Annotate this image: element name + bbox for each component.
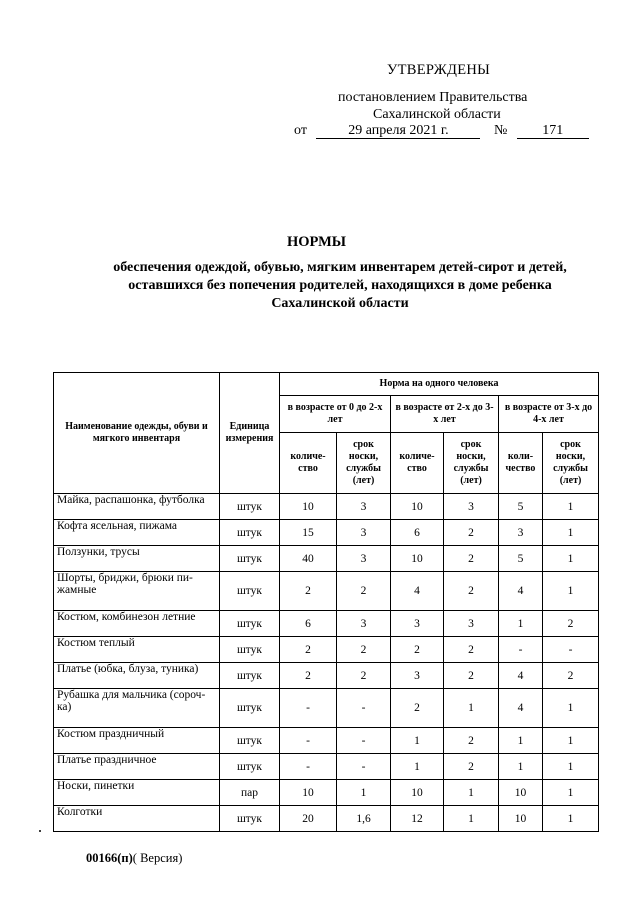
item-quantity: 2	[280, 637, 337, 663]
table-row	[54, 806, 599, 832]
header-term: срок носки, службы (лет)	[444, 433, 499, 494]
item-unit: штук	[220, 572, 280, 611]
item-unit: штук	[220, 728, 280, 754]
item-term: 1	[444, 689, 499, 728]
item-term: 3	[337, 611, 391, 637]
header-age-group: в возрасте от 0 до 2-х лет	[280, 396, 391, 433]
item-term: 2	[337, 663, 391, 689]
header-age-group: в возрасте от 2-х до 3-х лет	[391, 396, 499, 433]
table-row	[54, 754, 599, 780]
item-term: 2	[444, 520, 499, 546]
item-term: -	[337, 728, 391, 754]
item-quantity: 5	[499, 546, 543, 572]
item-term: 1	[543, 572, 599, 611]
item-quantity: 10	[391, 494, 444, 520]
item-quantity: 10	[280, 780, 337, 806]
table-row	[54, 520, 599, 546]
item-term: -	[543, 637, 599, 663]
item-term: 3	[444, 494, 499, 520]
item-quantity: 3	[499, 520, 543, 546]
item-quantity: -	[280, 728, 337, 754]
item-quantity: 3	[391, 663, 444, 689]
footer-code-id: 00166(п)	[86, 851, 133, 865]
item-quantity: 6	[391, 520, 444, 546]
header-quantity: количе-ство	[280, 433, 337, 494]
item-term: -	[337, 689, 391, 728]
item-unit: пар	[220, 780, 280, 806]
item-term: 1	[543, 546, 599, 572]
item-term: 1	[337, 780, 391, 806]
item-term: -	[337, 754, 391, 780]
header-term: срок носки, службы (лет)	[337, 433, 391, 494]
item-term: 2	[543, 611, 599, 637]
item-term: 2	[444, 663, 499, 689]
item-quantity: 1	[391, 754, 444, 780]
item-name: Майка, распашонка, футболка	[54, 494, 220, 520]
item-quantity: 1	[499, 611, 543, 637]
header-quantity: коли-чество	[499, 433, 543, 494]
table-row	[54, 494, 599, 520]
item-unit: штук	[220, 663, 280, 689]
item-quantity: 3	[391, 611, 444, 637]
item-name: Колготки	[54, 806, 220, 832]
item-term: 1	[444, 780, 499, 806]
item-unit: штук	[220, 637, 280, 663]
norms-table-body	[54, 494, 599, 832]
item-unit: штук	[220, 494, 280, 520]
resolution-line-1: постановлением Правительства	[338, 90, 528, 105]
item-term: 3	[444, 611, 499, 637]
table-row	[54, 546, 599, 572]
item-quantity: -	[499, 637, 543, 663]
item-quantity: 4	[499, 689, 543, 728]
number-sign: №	[493, 123, 508, 138]
item-term: 3	[337, 520, 391, 546]
margin-dot	[39, 830, 41, 832]
item-term: 2	[543, 663, 599, 689]
header-norm: Норма на одного человека	[280, 373, 599, 396]
item-quantity: 4	[499, 663, 543, 689]
table-row	[54, 689, 599, 728]
item-term: 2	[444, 572, 499, 611]
item-quantity: 1	[499, 728, 543, 754]
item-term: 1	[543, 728, 599, 754]
item-term: 3	[337, 494, 391, 520]
item-quantity: 10	[499, 780, 543, 806]
header-unit: Единица измерения	[220, 373, 280, 494]
item-name: Носки, пинетки	[54, 780, 220, 806]
item-quantity: 2	[391, 637, 444, 663]
table-row	[54, 572, 599, 611]
norms-table	[53, 372, 599, 832]
resolution-date: 29 апреля 2021 г.	[316, 123, 480, 139]
item-term: 2	[337, 572, 391, 611]
item-quantity: 4	[391, 572, 444, 611]
item-term: 3	[337, 546, 391, 572]
header-quantity: количе-ство	[391, 433, 444, 494]
item-term: 1	[543, 780, 599, 806]
item-quantity: 10	[280, 494, 337, 520]
from-label: от	[294, 123, 307, 138]
table-row	[54, 663, 599, 689]
item-quantity: 40	[280, 546, 337, 572]
item-quantity: 10	[499, 806, 543, 832]
item-quantity: 12	[391, 806, 444, 832]
item-quantity: 10	[391, 546, 444, 572]
item-unit: штук	[220, 546, 280, 572]
item-term: 1	[543, 520, 599, 546]
item-quantity: 5	[499, 494, 543, 520]
item-quantity: 2	[280, 572, 337, 611]
header-term: срок носки, службы (лет)	[543, 433, 599, 494]
resolution-date-line	[294, 123, 589, 139]
item-name: Костюм праздничный	[54, 728, 220, 754]
approved-heading: УТВЕРЖДЕНЫ	[387, 62, 491, 78]
item-name: Рубашка для мальчика (сороч-ка)	[54, 689, 220, 728]
item-term: 1	[543, 754, 599, 780]
item-quantity: 15	[280, 520, 337, 546]
item-quantity: 1	[391, 728, 444, 754]
item-quantity: 2	[280, 663, 337, 689]
item-term: 1	[543, 494, 599, 520]
item-quantity: 1	[499, 754, 543, 780]
item-term: 1	[444, 806, 499, 832]
item-unit: штук	[220, 520, 280, 546]
header-name: Наименование одежды, обуви и мягкого инвентаря	[54, 373, 220, 494]
item-term: 2	[444, 637, 499, 663]
item-name: Платье (юбка, блуза, туника)	[54, 663, 220, 689]
item-name: Шорты, бриджи, брюки пи-жамные	[54, 572, 220, 611]
item-term: 1,6	[337, 806, 391, 832]
table-row	[54, 637, 599, 663]
item-quantity: 4	[499, 572, 543, 611]
item-quantity: 20	[280, 806, 337, 832]
item-name: Костюм, комбинезон летние	[54, 611, 220, 637]
item-quantity: 6	[280, 611, 337, 637]
item-term: 2	[444, 754, 499, 780]
item-quantity: -	[280, 754, 337, 780]
item-unit: штук	[220, 754, 280, 780]
item-term: 2	[444, 728, 499, 754]
footer-code	[86, 851, 182, 866]
item-quantity: 2	[391, 689, 444, 728]
item-quantity: 10	[391, 780, 444, 806]
item-quantity: -	[280, 689, 337, 728]
item-name: Костюм теплый	[54, 637, 220, 663]
item-name: Ползунки, трусы	[54, 546, 220, 572]
resolution-line-2: Сахалинской области	[373, 107, 501, 122]
item-term: 1	[543, 806, 599, 832]
header-age-group: в возрасте от 3-х до 4-х лет	[499, 396, 599, 433]
document-title: НОРМЫ	[286, 234, 347, 250]
table-row	[54, 611, 599, 637]
table-row	[54, 780, 599, 806]
item-unit: штук	[220, 689, 280, 728]
item-name: Платье праздничное	[54, 754, 220, 780]
item-term: 1	[543, 689, 599, 728]
item-unit: штук	[220, 611, 280, 637]
footer-version: ( Версия)	[132, 851, 183, 865]
document-subtitle: обеспечения одеждой, обувью, мягким инвентарем детей-сирот и детей, оставшихся без попечения родителей, находящихся в доме ребенка Сахалинской области	[113, 260, 567, 311]
item-unit: штук	[220, 806, 280, 832]
item-term: 2	[337, 637, 391, 663]
resolution-number: 171	[517, 123, 589, 139]
item-name: Кофта ясельная, пижама	[54, 520, 220, 546]
table-row	[54, 728, 599, 754]
item-term: 2	[444, 546, 499, 572]
